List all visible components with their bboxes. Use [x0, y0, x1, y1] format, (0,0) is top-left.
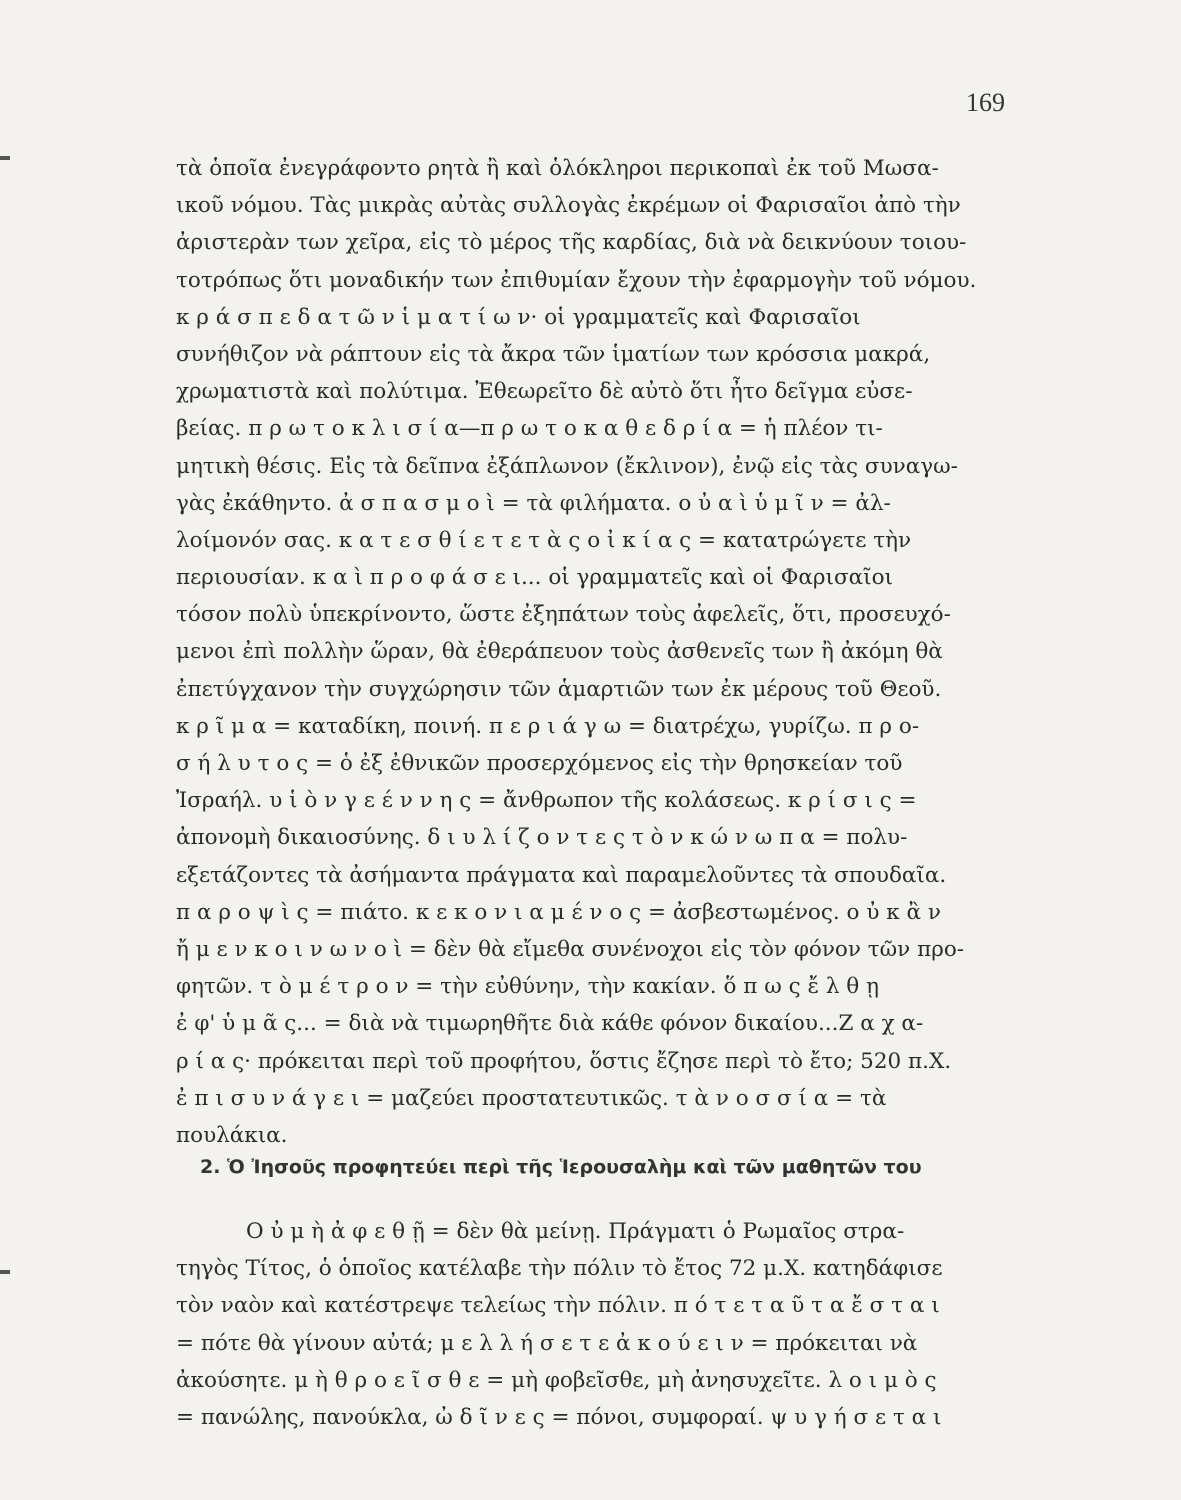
- text-line: τὰ ὁποῖα ἐνεγράφοντο ρητὰ ἢ καὶ ὁλόκληροι περικοπαὶ ἐκ τοῦ Μωσα-: [176, 156, 939, 181]
- text-line: συνήθιζον νὰ ράπτουν εἰς τὰ ἄκρα τῶν ἱματίων των κρόσσια μακρά,: [176, 341, 931, 367]
- text-line: τοτρόπως ὅτι μοναδικήν των ἐπιθυμίαν ἔχουν τὴν ἐφαρμογὴν τοῦ νόμου.: [176, 267, 977, 293]
- text-line: φητῶν. τ ὸ μ έ τ ρ ο ν = τὴν εὐθύνην, τὴν κακίαν. ὅ π ω ς ἔ λ θ ῃ: [176, 974, 879, 1000]
- text-line: σ ή λ υ τ ο ς = ὁ ἐξ ἐθνικῶν προσερχόμενος εἰς τὴν θρησκείαν τοῦ: [176, 751, 903, 776]
- text-line: Ο ὐ μ ὴ ἀ φ ε θ ῇ = δὲν θὰ μείνῃ. Πράγματι ὁ Ρωμαῖος στρα-: [246, 1219, 905, 1244]
- text-line: πουλάκια.: [176, 1122, 288, 1148]
- text-line: περιουσίαν. κ α ὶ π ρ ο φ ά σ ε ι... οἱ γραμματεῖς καὶ οἱ Φαρισαῖοι: [176, 565, 893, 591]
- text-line: γὰς ἐκάθηντο. ἀ σ π α σ μ ο ὶ = τὰ φιλήματα. ο ὐ α ὶ ὑ μ ῖ ν = ἀλ-: [176, 490, 891, 516]
- text-line: εξετάζοντες τὰ ἀσήμαντα πράγματα καὶ παραμελοῦντες τὰ σπουδαῖα.: [176, 862, 947, 888]
- text-line: π α ρ ο ψ ὶ ς = πιάτο. κ ε κ ο ν ι α μ έ ν ο ς = ἀσβεστωμένος. ο ὐ κ ἂ ν: [176, 899, 941, 925]
- text-line: χρωματιστὰ καὶ πολύτιμα. Ἐθεωρεῖτο δὲ αὐτὸ ὅτι ἦτο δεῖγμα εὐσε-: [176, 379, 913, 405]
- text-line: = πανώλης, πανούκλα, ὠ δ ῖ ν ε ς = πόνοι, συμφοραί. ψ υ γ ή σ ε τ α ι: [176, 1404, 942, 1430]
- section-heading: 2. Ὁ Ἰησοῦς προφητεύει περὶ τῆς Ἱερουσαλὴμ καὶ τῶν μαθητῶν του: [200, 1156, 922, 1178]
- text-line: κ ρ ά σ π ε δ α τ ῶ ν ἱ μ α τ ί ω ν· οἱ γραμματεῖς καὶ Φαρισαῖοι: [176, 304, 861, 330]
- margin-mark-top: [0, 156, 10, 160]
- text-line: κ ρ ῖ μ α = καταδίκη, ποινή. π ε ρ ι ά γ ω = διατρέχω, γυρίζω. π ρ ο-: [176, 713, 920, 739]
- text-line: ἐ π ι σ υ ν ά γ ε ι = μαζεύει προστατευτικῶς. τ ὰ ν ο σ σ ί α = τὰ: [176, 1085, 887, 1111]
- text-line: = πότε θὰ γίνουν αὐτά; μ ε λ λ ή σ ε τ ε ἀ κ ο ύ ε ι ν = πρόκειται νὰ: [176, 1330, 918, 1356]
- text-line: ρ ί α ς· πρόκειται περὶ τοῦ προφήτου, ὅστις ἔζησε περὶ τὸ ἔτο; 520 π.Χ.: [176, 1048, 952, 1074]
- text-line: βείας. π ρ ω τ ο κ λ ι σ ί α—π ρ ω τ ο κ α θ ε δ ρ ί α = ἡ πλέον τι-: [176, 416, 883, 442]
- text-line: ἤ μ ε ν κ ο ι ν ω ν ο ὶ = δὲν θὰ εἴμεθα συνένοχοι εἰς τὸν φόνον τῶν προ-: [176, 936, 965, 962]
- text-line: τηγὸς Τίτος, ὁ ὁποῖος κατέλαβε τὴν πόλιν τὸ ἔτος 72 μ.Χ. κατηδάφισε: [176, 1256, 943, 1282]
- text-line: ἐ φ' ὑ μ ᾶ ς... = διὰ νὰ τιμωρηθῆτε διὰ κάθε φόνον δικαίου...Ζ α χ α-: [176, 1011, 924, 1037]
- text-line: ἀπονομὴ δικαιοσύνης. δ ι υ λ ί ζ ο ν τ ε ς τ ὸ ν κ ώ ν ω π α = πολυ-: [176, 825, 908, 851]
- text-line: τὸν ναὸν καὶ κατέστρεψε τελείως τὴν πόλιν. π ό τ ε τ α ῦ τ α ἔ σ τ α ι: [176, 1293, 940, 1319]
- commentary-paragraph: [176, 150, 1030, 1154]
- text-line: ἀριστερὰν των χεῖρα, εἰς τὸ μέρος τῆς καρδίας, διὰ νὰ δεικνύουν τοιου-: [176, 230, 967, 256]
- text-line: μενοι ἐπὶ πολλὴν ὥραν, θὰ ἐθεράπευον τοὺς ἀσθενεῖς των ἢ ἀκόμη θὰ: [176, 639, 943, 665]
- page-number: 169: [966, 88, 1005, 117]
- text-line: μητικὴ θέσις. Εἰς τὰ δεῖπνα ἐξάπλωνον (ἔκλινον), ἐνῷ εἰς τὰς συναγω-: [176, 453, 958, 479]
- section-paragraph: [176, 1213, 1030, 1436]
- text-line: Ἰσραήλ. υ ἱ ὸ ν γ ε έ ν ν η ς = ἄνθρωπον τῆς κολάσεως. κ ρ ί σ ι ς =: [176, 788, 917, 814]
- text-line: ἀκούσητε. μ ὴ θ ρ ο ε ῖ σ θ ε = μὴ φοβεῖσθε, μὴ ἀνησυχεῖτε. λ ο ι μ ὸ ς: [176, 1367, 937, 1393]
- text-line: τόσον πολὺ ὑπεκρίνοντο, ὥστε ἐξηπάτων τοὺς ἀφελεῖς, ὅτι, προσευχό-: [176, 602, 951, 628]
- text-line: λοίμονόν σας. κ α τ ε σ θ ί ε τ ε τ ὰ ς ο ἰ κ ί α ς = κατατρώγετε τὴν: [176, 527, 912, 553]
- text-line: ἐπετύγχανον τὴν συγχώρησιν τῶν ἁμαρτιῶν των ἐκ μέρους τοῦ Θεοῦ.: [176, 676, 942, 702]
- margin-mark-bottom: [0, 1270, 10, 1274]
- text-line: ικοῦ νόμου. Τὰς μικρὰς αὐτὰς συλλογὰς ἐκρέμων οἱ Φαρισαῖοι ἀπὸ τὴν: [176, 193, 961, 219]
